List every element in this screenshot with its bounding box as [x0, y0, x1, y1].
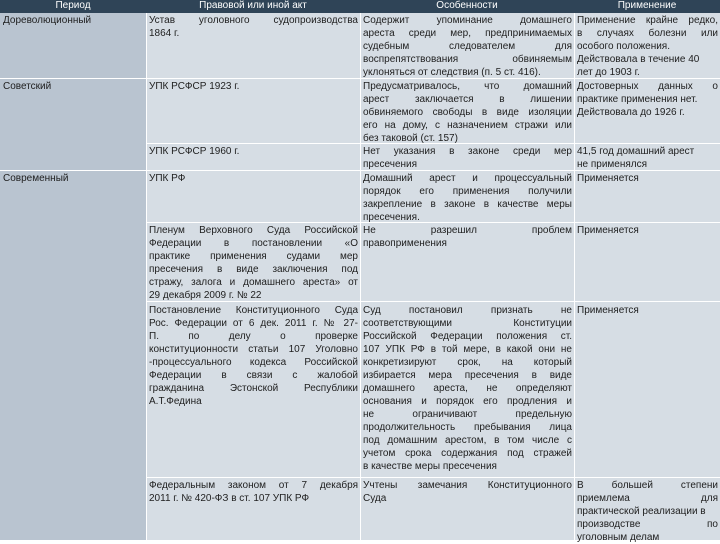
table-cell-line: гражданина Эстонской Республики	[149, 383, 358, 394]
table-cell-line: практике применения судами мер	[149, 251, 358, 262]
table-cell-line: не применялся	[577, 159, 648, 170]
table-cell-line: в качестве меры пресечения	[363, 461, 497, 472]
act-plenum-2009	[146, 224, 360, 302]
table-cell-line: Федеральным законом от 7 декабря	[149, 480, 358, 491]
header-application: Применение	[617, 0, 677, 11]
table-cell-line: без таковой (ст. 157)	[363, 133, 458, 144]
table-cell-line: конституционности статьи 107 Уголовно	[149, 344, 358, 355]
table-cell-line: соответствующими Конституции	[363, 318, 572, 329]
table-cell-line: 41,5 год домашний арест	[577, 146, 695, 157]
table-cell-line: Федерации в связи с жалобой	[149, 370, 358, 381]
table-cell-line: Суд постановил признать не	[363, 305, 572, 316]
table-cell-line: Пленум Верховного Суда Российской	[149, 225, 358, 236]
act-upk-1923: УПК РСФСР 1923 г.	[149, 81, 240, 92]
table-cell-line: порядок его применения получили	[363, 186, 572, 197]
table-cell-line: В большей степени	[577, 480, 718, 491]
application-upk-rf: Применяется	[577, 173, 639, 184]
row-divider	[146, 477, 720, 478]
table-header	[0, 0, 720, 13]
header-period: Период	[55, 0, 91, 11]
table-cell-line: Устав уголовного судопроизводства	[149, 15, 358, 26]
features-ustav-1864	[360, 14, 574, 79]
table-cell-line: в случаях болезни или	[577, 28, 718, 39]
table-cell-line: уклоняться от следствия (п. 5 ст. 416).	[363, 67, 541, 78]
table-cell-line: арест заключается в лишении	[363, 94, 572, 105]
application-upk-1923	[574, 80, 720, 119]
features-upk-1960	[360, 145, 574, 171]
table-cell-line: Достоверных данных о	[577, 81, 718, 92]
table-cell-line: его на дому, с назначением стражи или	[363, 120, 572, 131]
header-act: Правовой или иной акт	[199, 0, 307, 11]
features-federal-law-420	[360, 479, 574, 505]
features-upk-1923	[360, 80, 574, 145]
table-cell-line: особого положения.	[577, 41, 670, 52]
table-cell-line: стражу, залога и домашнего ареста» от	[149, 277, 358, 288]
table-cell-line: ареста среди мер, предпринимаемых	[363, 28, 572, 39]
table-cell-line: Нет указания в законе среди мер	[363, 146, 572, 157]
application-federal-law-420	[574, 479, 720, 544]
application-plenum-2009: Применяется	[577, 225, 639, 236]
table-cell-line: лет до 1903 г.	[577, 67, 640, 78]
table-cell-line: Домашний арест и процессуальный	[363, 173, 572, 184]
application-upk-1960	[574, 145, 720, 171]
table-cell-line: правоприменения	[363, 238, 447, 249]
application-constitutional-court-2011: Применяется	[577, 305, 639, 316]
table-cell-line: Рос. Федерации от 6 дек. 2011 г. № 27-	[149, 318, 358, 329]
table-cell-line: домашнего ареста, не определяют	[363, 383, 572, 394]
application-ustav-1864	[574, 14, 720, 79]
table-cell-line: Суда	[363, 493, 387, 504]
table-cell-line: пресечения в виде заключения под	[149, 264, 358, 275]
table-cell-line: Российской Федерации положения ст.	[363, 331, 572, 342]
table-cell-line: Действовала в течение 40	[577, 54, 700, 65]
table-cell-line: воспрепятствования обвиняемым	[363, 54, 572, 65]
table-cell-line: Постановление Конституционного Суда	[149, 305, 358, 316]
table-cell-line: не ограничивают предельную	[363, 409, 572, 420]
table-cell-line: Федерации в постановлении «О	[149, 238, 358, 249]
table-cell-line: 29 декабря 2009 г. № 22	[149, 290, 262, 301]
period-modern: Современный	[3, 173, 69, 184]
table-cell-line: судебным следователем для	[363, 41, 572, 52]
table-cell-line: обвиняемого свободы в виде изоляции	[363, 107, 572, 118]
table-cell-line: Учтены замечания Конституционного	[363, 480, 572, 491]
table-cell-line: Не разрешил проблем	[363, 225, 572, 236]
table-cell-line: 107 УПК РФ в той мере, в какой они не	[363, 344, 572, 355]
act-upk-rf: УПК РФ	[149, 173, 186, 184]
act-federal-law-420	[146, 479, 360, 505]
act-constitutional-court-2011	[146, 304, 360, 408]
table-cell-line: практике применения нет.	[577, 94, 698, 105]
table-cell-line: уголовным делам	[577, 532, 660, 543]
table-cell-line: закрепление в законе в качестве меры	[363, 199, 572, 210]
table-cell-line: 2011 г. № 420-ФЗ в ст. 107 УПК РФ	[149, 493, 310, 504]
table-cell-line: под домашним арестом, в том числе с	[363, 435, 572, 446]
table-cell-line: 1864 г.	[149, 28, 180, 39]
act-upk-1960: УПК РСФСР 1960 г.	[149, 146, 240, 157]
features-plenum-2009	[360, 224, 574, 250]
table-cell-line: Действовала до 1926 г.	[577, 107, 685, 118]
table-cell-line: пресечения	[363, 159, 418, 170]
table-cell-line: конкретизируют срок, на который	[363, 357, 572, 368]
table-cell-line: приемлема для	[577, 493, 718, 504]
table-cell-line: -процессуального кодекса Российской	[149, 357, 358, 368]
table-cell-line: избирается мера пресечения в виде	[363, 370, 572, 381]
table-cell-line: учетом срока содержания под стражей	[363, 448, 572, 459]
table-cell-line: Содержит упоминание домашнего	[363, 15, 572, 26]
table-cell-line: пресечения.	[363, 212, 420, 223]
features-upk-rf	[360, 172, 574, 224]
table-cell-line: основания и порядок его продления и	[363, 396, 572, 407]
table-cell-line: А.Т.Федина	[149, 396, 202, 407]
period-soviet: Советский	[3, 81, 52, 92]
header-features: Особенности	[436, 0, 498, 11]
table-cell-line: Применение крайне редко,	[577, 15, 718, 26]
features-constitutional-court-2011	[360, 304, 574, 473]
period-prerevolutionary: Дореволюционный	[3, 15, 92, 26]
table-cell-line: продолжительность пребывания лица	[363, 422, 572, 433]
table-cell-line: практической реализации в	[577, 506, 706, 517]
table-cell-line: производстве по	[577, 519, 718, 530]
table-cell-line: Предусматривалось, что домашний	[363, 81, 572, 92]
table-cell-line: П. по делу о проверке	[149, 331, 358, 342]
act-ustav-1864	[146, 14, 360, 40]
